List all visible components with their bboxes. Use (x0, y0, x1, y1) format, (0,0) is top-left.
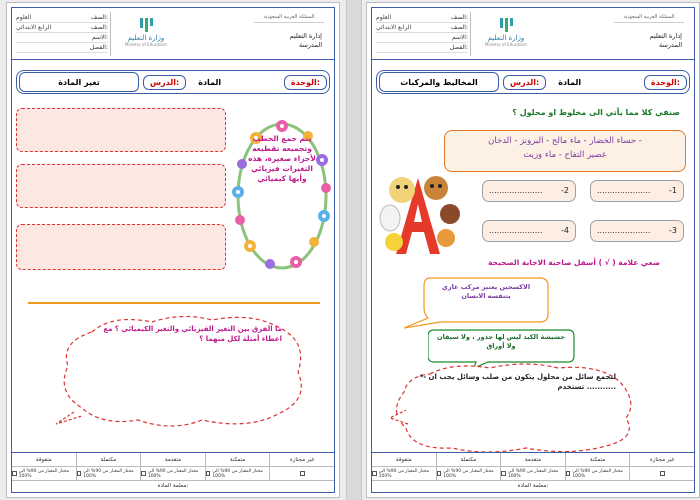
moe-logo-icon (476, 18, 536, 32)
admin-lines (290, 32, 322, 50)
grade-check[interactable] (372, 467, 436, 480)
grade-col: متفوقة (395, 457, 412, 463)
field-value: العلوم (16, 14, 32, 21)
page-frame (371, 7, 695, 493)
checkbox-icon[interactable] (141, 471, 146, 476)
grade-check[interactable] (565, 467, 630, 480)
answer-number: -4 (561, 226, 569, 235)
grade-criteria: مجتاز المعيار من 90% الى 100% (378, 468, 430, 479)
grade-check[interactable] (269, 467, 334, 480)
worksheet-header (12, 8, 334, 60)
answer-box[interactable] (16, 224, 226, 270)
answer-box[interactable] (16, 108, 226, 152)
lesson-label: الدرس: (503, 75, 546, 90)
field-label: الصف: (451, 24, 468, 31)
checkbox-icon[interactable] (206, 471, 211, 476)
grade-check[interactable] (76, 467, 141, 480)
unit-label: الوحدة: (644, 75, 687, 90)
field-label: الاسم: (91, 34, 108, 41)
answer-number: -3 (669, 226, 677, 235)
field-row (376, 44, 468, 53)
admin-line: إدارة التعليم (649, 32, 682, 40)
school-line: المدرسة (658, 41, 682, 49)
moe-name-en: Ministry of Education (484, 42, 528, 47)
word-bank (444, 130, 686, 172)
kingdom-logo: المملكة العربية السعودية (614, 14, 684, 23)
teacher-signature: معلمة المادة: (517, 483, 549, 489)
checkbox-icon[interactable] (77, 471, 82, 476)
lesson-label: الدرس: (143, 75, 186, 90)
lesson-value: تغير المادة (58, 77, 100, 87)
checkbox-icon[interactable] (12, 471, 17, 476)
subject-label: المادة (198, 77, 222, 87)
moe-logo-icon (116, 18, 176, 32)
checkbox-icon[interactable] (566, 471, 571, 476)
admin-line: إدارة التعليم (289, 32, 322, 40)
subject-label: المادة (558, 77, 582, 87)
student-fields (376, 14, 468, 54)
statement-bubble: الاكسجين يعتبر مركب غازي يتنفسه الانسان (441, 283, 531, 300)
worksheet-footer (12, 452, 334, 492)
field-label: الاسم: (451, 34, 468, 41)
answer-dots: ..................... (597, 226, 651, 235)
field-row (16, 34, 108, 43)
grade-col: متمكنة (565, 453, 630, 466)
field-label: الصف: (91, 24, 108, 31)
checkbox-icon[interactable] (437, 471, 442, 476)
grade-criteria: مجتاز المعيار من 90% الى 100% (18, 468, 70, 479)
grade-check[interactable] (140, 467, 205, 480)
unit-bar (16, 70, 330, 94)
grade-check[interactable] (629, 467, 694, 480)
grade-col: متقدمة (500, 453, 565, 466)
answer-dots: ..................... (597, 186, 651, 195)
page-frame (11, 7, 335, 493)
teacher-signature: معلمة المادة: (157, 483, 189, 489)
answer-dots: ..................... (489, 226, 543, 235)
lesson-value: المخاليط والمركبات (400, 77, 478, 87)
field-label: الصف: (451, 14, 468, 21)
grade-col: متقدمة (140, 453, 205, 466)
statement-bubble: حشيشة الكبد ليس لها جذور ، ولا سيقان ولا أوراق (437, 333, 565, 350)
grade-check[interactable] (500, 467, 565, 480)
grade-col: غير مجتازة (269, 453, 334, 466)
header-divider (110, 12, 111, 56)
checkbox-icon[interactable] (300, 471, 305, 476)
checkbox-icon[interactable] (660, 471, 665, 476)
page-gutter (346, 0, 362, 500)
answer-box[interactable] (16, 164, 226, 208)
grade-col: متمكنة (205, 453, 270, 466)
grade-col: متفوقة (35, 457, 52, 463)
grade-col: غير مجتازة (629, 453, 694, 466)
checkbox-icon[interactable] (372, 471, 377, 476)
question-title: ضعي علامة ( √ ) أسفل صاحبة الاجابة الصحيحة (488, 258, 660, 267)
wreath-text: يتم جمع الحطب وتجميعه تقطيعه لأجزاء صغيرة، هذه التغيرات فيزيائي وأيها كيميائي (248, 134, 316, 183)
field-value: العلوم (376, 14, 392, 21)
grade-check[interactable] (12, 467, 76, 480)
answer-field[interactable] (482, 220, 576, 242)
field-value: الرابع الابتدائي (376, 24, 412, 31)
grade-col: مكتملة (436, 453, 501, 466)
answer-field[interactable] (590, 180, 684, 202)
section-divider (28, 302, 320, 304)
moe-logo (116, 18, 176, 46)
worksheet-page-left (6, 2, 340, 498)
field-row (376, 14, 468, 23)
answer-field[interactable] (482, 180, 576, 202)
word-bank-line: حساء الخضار - ماء مالح - البرونز - الدخان - (488, 136, 642, 146)
word-bank-line: عصير التفاح - ماء وزيت (523, 150, 607, 160)
grade-check[interactable] (205, 467, 270, 480)
grade-criteria: مجتاز المعيار من 90% الى 100% (507, 468, 559, 479)
field-row (376, 24, 468, 33)
moe-logo (476, 18, 536, 46)
question-title: صنفي كلا مما يأتي الى مخلوط او محلول ؟ (512, 108, 680, 117)
grade-criteria: مجتاز المعيار من 90% الى 100% (83, 468, 134, 479)
school-line: المدرسة (298, 41, 322, 49)
grade-criteria: مجتاز المعيار من 90% الى 100% (212, 468, 263, 479)
unit-bar (376, 70, 690, 94)
field-row (376, 34, 468, 43)
cloud-question: *- لتجمع سائل من محلول يتكون من صلب وسائل يجب ان تستخدم ........... (419, 373, 616, 391)
grade-criteria: مجتاز المعيار من 90% الى 100% (147, 468, 199, 479)
field-row (16, 24, 108, 33)
moe-name: وزارة التعليم (487, 34, 525, 42)
grade-check[interactable] (436, 467, 501, 480)
field-label: الفصل: (89, 44, 108, 51)
checkbox-icon[interactable] (501, 471, 506, 476)
field-label: الفصل: (449, 44, 468, 51)
field-row (16, 44, 108, 53)
student-fields (16, 14, 108, 54)
field-value: الرابع الابتدائي (16, 24, 52, 31)
admin-lines (650, 32, 682, 50)
grade-criteria: مجتاز المعيار من 90% الى 100% (572, 468, 623, 479)
worksheet-footer (372, 452, 694, 492)
answer-number: -2 (561, 186, 569, 195)
answer-number: -1 (669, 186, 677, 195)
worksheet-header (372, 8, 694, 60)
moe-name: وزارة التعليم (127, 34, 165, 42)
cloud-question: ما الفرق بين التغير الفيزيائي والتغير الكيميائي ؟ مع اعطاء أمثلة لكل منهما ؟ (103, 325, 282, 343)
answer-field[interactable] (590, 220, 684, 242)
unit-label: الوحدة: (284, 75, 327, 90)
field-row (16, 14, 108, 23)
header-divider (470, 12, 471, 56)
grade-col: مكتملة (76, 453, 141, 466)
answer-dots: ..................... (489, 186, 543, 195)
field-label: الصف: (91, 14, 108, 21)
animals-letter-a-icon (376, 158, 462, 258)
worksheet-page-right (366, 2, 700, 498)
moe-name-en: Ministry of Education (124, 42, 168, 47)
kingdom-logo: المملكة العربية السعودية (254, 14, 324, 23)
grade-criteria: مجتاز المعيار من 90% الى 100% (443, 468, 494, 479)
